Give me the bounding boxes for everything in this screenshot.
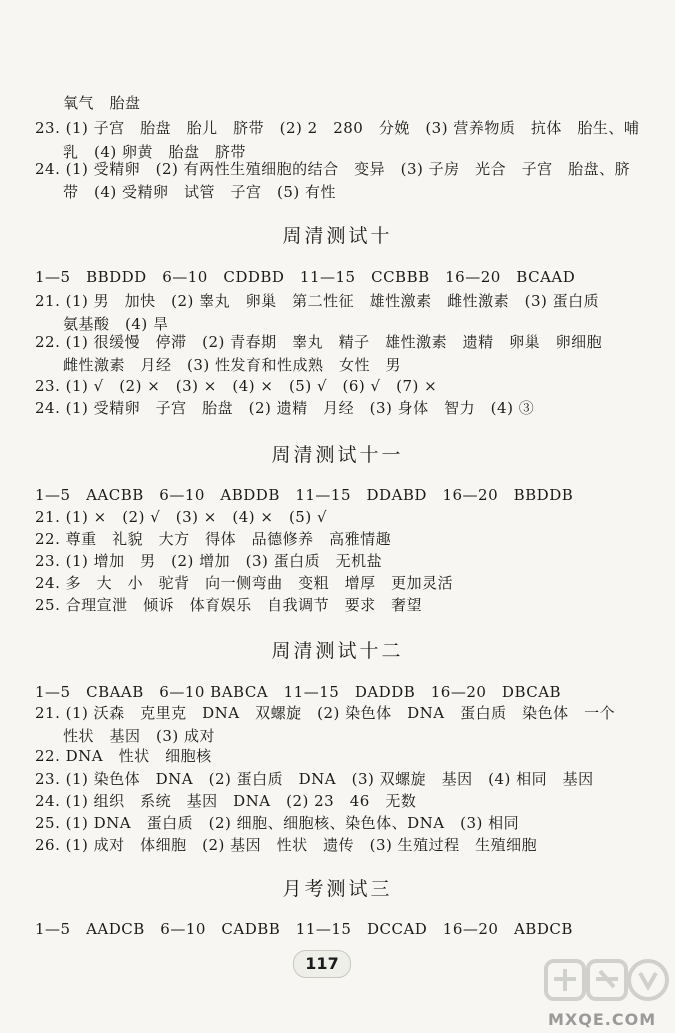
answer-line: 性状 基因 (3) 成对 bbox=[63, 727, 216, 745]
answer-line: 22. (1) 很缓慢 停滞 (2) 青春期 睾丸 精子 雄性激素 遗精 卵巢 卵细胞 bbox=[35, 333, 603, 351]
answer-line: 带 (4) 受精卵 试管 子宫 (5) 有性 bbox=[63, 183, 337, 201]
answer-line: 乳 (4) 卵黄 胎盘 脐带 bbox=[63, 143, 247, 161]
answer-line: 23. (1) 子宫 胎盘 胎儿 脐带 (2) 2 280 分娩 (3) 营养物质 抗体 胎生、哺 bbox=[35, 119, 640, 137]
answer-line: 25. (1) DNA 蛋白质 (2) 细胞、细胞核、染色体、DNA (3) 相同 bbox=[35, 814, 520, 832]
answer-line: 21. (1) × (2) √ (3) × (4) × (5) √ bbox=[35, 508, 328, 526]
section-title: 周清测试十 bbox=[282, 225, 393, 247]
answer-line: 21. (1) 沃森 克里克 DNA 双螺旋 (2) 染色体 DNA 蛋白质 染色体 一个 bbox=[35, 704, 616, 722]
answer-line: 1—5 CBAAB 6—10 BABCA 11—15 DADDB 16—20 DBCAB bbox=[35, 683, 562, 701]
answer-line: 21. (1) 男 加快 (2) 睾丸 卵巢 第二性征 雄性激素 雌性激素 (3) 蛋白质 bbox=[35, 292, 600, 310]
answer-line: 24. 多 大 小 驼背 向一侧弯曲 变粗 增厚 更加灵活 bbox=[35, 574, 454, 592]
answer-line: 1—5 AACBB 6—10 ABDDB 11—15 DDABD 16—20 BBDDB bbox=[35, 486, 574, 504]
answer-line: 23. (1) 增加 男 (2) 增加 (3) 蛋白质 无机盐 bbox=[35, 552, 383, 570]
answer-line: 氨基酸 (4) 旱 bbox=[63, 315, 169, 333]
answer-line: 26. (1) 成对 体细胞 (2) 基因 性状 遗传 (3) 生殖过程 生殖细胞 bbox=[35, 836, 538, 854]
section-title: 月考测试三 bbox=[282, 878, 393, 900]
answer-line: 22. 尊重 礼貌 大方 得体 品德修养 高雅情趣 bbox=[35, 530, 392, 548]
answer-line: 23. (1) 染色体 DNA (2) 蛋白质 DNA (3) 双螺旋 基因 (4) 相同 基因 bbox=[35, 770, 594, 788]
answer-line: 25. 合理宣泄 倾诉 体育娱乐 自我调节 要求 奢望 bbox=[35, 596, 423, 614]
page-number: 117 bbox=[293, 950, 351, 978]
answer-line: 24. (1) 组织 系统 基因 DNA (2) 23 46 无数 bbox=[35, 792, 417, 810]
answer-line: 24. (1) 受精卵 子宫 胎盘 (2) 遗精 月经 (3) 身体 智力 (4) ③ bbox=[35, 399, 535, 417]
answer-line: 24. (1) 受精卵 (2) 有两性生殖细胞的结合 变异 (3) 子房 光合 子宫 胎盘、脐 bbox=[35, 160, 631, 178]
watermark-text: MXQE.COM bbox=[548, 1010, 657, 1029]
answer-line: 雌性激素 月经 (3) 性发育和性成熟 女性 男 bbox=[63, 356, 402, 374]
answer-line: 氧气 胎盘 bbox=[63, 94, 141, 112]
answer-line: 1—5 AADCB 6—10 CADBB 11—15 DCCAD 16—20 ABDCB bbox=[35, 920, 573, 938]
section-title: 周清测试十一 bbox=[271, 444, 404, 466]
answer-line: 22. DNA 性状 细胞核 bbox=[35, 747, 212, 765]
answer-line: 1—5 BBDDD 6—10 CDDBD 11—15 CCBBB 16—20 BCAAD bbox=[35, 268, 576, 286]
answer-line: 23. (1) √ (2) × (3) × (4) × (5) √ (6) √ (7) × bbox=[35, 377, 438, 395]
section-title: 周清测试十二 bbox=[271, 640, 404, 662]
